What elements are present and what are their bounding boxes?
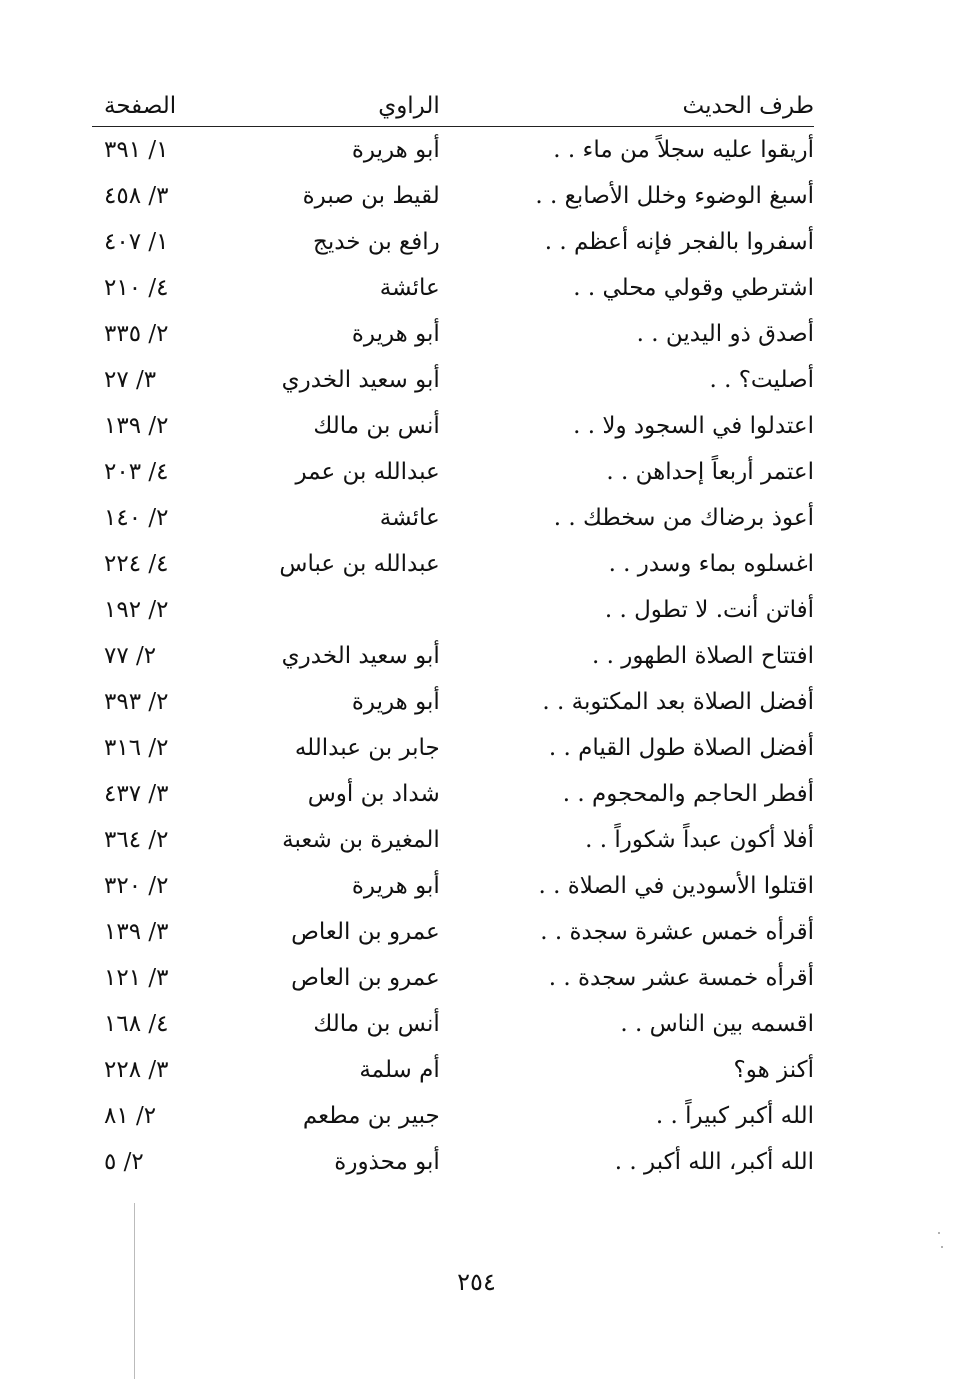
narrator-name: أبو محذورة xyxy=(334,1149,440,1175)
table-row xyxy=(92,863,814,909)
table-row xyxy=(92,1047,814,1093)
table-header-row xyxy=(92,86,814,127)
table-row xyxy=(92,173,814,219)
page-number: ٢٥٤ xyxy=(457,1268,496,1296)
table-row xyxy=(92,541,814,587)
table-row xyxy=(92,633,814,679)
page-reference: ٢/ ٧٧ xyxy=(104,643,157,669)
hadith-text: اغسلوه بماء وسدر . . xyxy=(608,551,814,577)
hadith-text: أسفروا بالفجر فإنه أعظم . . xyxy=(544,229,814,255)
page-reference: ٢/ ٣٦٤ xyxy=(104,827,169,853)
page-reference: ٤/ ٢١٠ xyxy=(104,275,169,301)
scan-speck xyxy=(938,1232,940,1234)
hadith-text: الله أكبر، الله أكبر . . xyxy=(614,1149,814,1175)
narrator-name: أبو سعيد الخدري xyxy=(281,643,440,669)
hadith-text: أسبغ الوضوء وخلل الأصابع . . xyxy=(535,183,814,209)
page-reference: ٣/ ٢٢٨ xyxy=(104,1057,169,1083)
page-reference: ٢/ ٣٩٣ xyxy=(104,689,169,715)
header-hadith: طرف الحديث xyxy=(440,86,814,127)
hadith-text: أفلا أكون عبداً شكوراً . . xyxy=(585,827,814,853)
narrator-name: أبو سعيد الخدري xyxy=(281,367,440,393)
table-row xyxy=(92,679,814,725)
header-rawi: الراوي xyxy=(212,86,440,127)
table-row xyxy=(92,725,814,771)
hadith-text: أقرأه خمس عشرة سجدة . . xyxy=(540,919,814,945)
hadith-text: أفضل الصلاة طول القيام . . xyxy=(548,735,814,761)
table-row xyxy=(92,909,814,955)
hadith-text: أقرأه خمسة عشر سجدة . . xyxy=(548,965,814,991)
page-reference: ٣/ ١٣٩ xyxy=(104,919,169,945)
hadith-text: اعتدلوا في السجود ولا . . xyxy=(573,413,814,439)
hadith-text: اقتلوا الأسودين في الصلاة . . xyxy=(538,873,814,899)
margin-rule xyxy=(134,1203,135,1379)
narrator-name: أبو هريرة xyxy=(351,873,440,899)
table-row xyxy=(92,265,814,311)
narrator-name: شداد بن أوس xyxy=(307,781,440,807)
page-reference: ١/ ٤٠٧ xyxy=(104,229,169,255)
hadith-text: اعتمر أربعاً إحداهن . . xyxy=(606,459,814,485)
table-row xyxy=(92,1093,814,1139)
hadith-text: أصدق ذو اليدين . . xyxy=(636,321,814,347)
table-row xyxy=(92,495,814,541)
narrator-name: عمرو بن العاص xyxy=(291,919,440,945)
table-row xyxy=(92,219,814,265)
hadith-text: اقسمه بين الناس . . xyxy=(620,1011,814,1037)
table-row xyxy=(92,403,814,449)
narrator-name: عمرو بن العاص xyxy=(291,965,440,991)
hadith-text: اشترطي وقولي محلي . . xyxy=(573,275,814,301)
page-reference: ٢/ ١٩٢ xyxy=(104,597,169,623)
page-reference: ٢/ ٣١٦ xyxy=(104,735,169,761)
hadith-text: أكنز هو؟ xyxy=(733,1057,814,1083)
narrator-name xyxy=(212,587,440,633)
page-reference: ١/ ٣٩١ xyxy=(104,137,169,163)
table-row xyxy=(92,771,814,817)
hadith-index-table xyxy=(92,86,814,1185)
table-row xyxy=(92,449,814,495)
hadith-text: افتتاح الصلاة الطهور . . xyxy=(592,643,814,669)
scan-speck xyxy=(941,1246,943,1248)
narrator-name: أنس بن مالك xyxy=(313,413,440,439)
hadith-text: الله أكبر كبيراً . . xyxy=(655,1103,814,1129)
page-reference: ٤/ ١٦٨ xyxy=(104,1011,169,1037)
narrator-name: أنس بن مالك xyxy=(313,1011,440,1037)
page-reference: ٣/ ٤٥٨ xyxy=(104,183,169,209)
hadith-text: أفطر الحاجم والمحجوم . . xyxy=(562,781,814,807)
narrator-name: عائشة xyxy=(379,505,440,531)
hadith-text: أفضل الصلاة بعد المكتوبة . . xyxy=(542,689,814,715)
page-reference: ٣/ ٤٣٧ xyxy=(104,781,169,807)
page-reference: ٣/ ٢٧ xyxy=(104,367,157,393)
page-reference: ٢/ ٣٣٥ xyxy=(104,321,169,347)
hadith-text: أفاتن أنت. لا تطول . . xyxy=(604,597,814,623)
hadith-text: أريقوا عليه سجلاً من ماء . . xyxy=(553,137,814,163)
table-row xyxy=(92,357,814,403)
page-reference: ٢/ ١٤٠ xyxy=(104,505,169,531)
narrator-name: جبير بن مطعم xyxy=(302,1103,440,1129)
table-row xyxy=(92,587,814,633)
page-reference: ٢/ ٥ xyxy=(104,1149,144,1175)
narrator-name: لقيط بن صبرة xyxy=(302,183,440,209)
table-row xyxy=(92,311,814,357)
hadith-text: أصليت؟ . . xyxy=(709,367,814,393)
table-row xyxy=(92,955,814,1001)
page-reference: ٢/ ٣٢٠ xyxy=(104,873,169,899)
narrator-name: أبو هريرة xyxy=(351,689,440,715)
page-reference: ٣/ ١٢١ xyxy=(104,965,169,991)
narrator-name: أبو هريرة xyxy=(351,137,440,163)
page-reference: ٤/ ٢٢٤ xyxy=(104,551,169,577)
page-reference: ٢/ ١٣٩ xyxy=(104,413,169,439)
narrator-name: عائشة xyxy=(379,275,440,301)
table-row xyxy=(92,127,814,174)
header-page: الصفحة xyxy=(92,86,212,127)
narrator-name: عبدالله بن عباس xyxy=(279,551,440,577)
narrator-name: المغيرة بن شعبة xyxy=(282,827,440,853)
narrator-name: أبو هريرة xyxy=(351,321,440,347)
narrator-name: جابر بن عبدالله xyxy=(294,735,440,761)
narrator-name: عبدالله بن عمر xyxy=(295,459,440,485)
table-row xyxy=(92,1001,814,1047)
page-reference: ٢/ ٨١ xyxy=(104,1103,157,1129)
narrator-name: أم سلمة xyxy=(359,1057,440,1083)
table-row xyxy=(92,817,814,863)
narrator-name: رافع بن خديج xyxy=(312,229,440,255)
hadith-text: أعوذ برضاك من سخطك . . xyxy=(553,505,814,531)
page-reference: ٤/ ٢٠٣ xyxy=(104,459,169,485)
table-body xyxy=(92,127,814,1186)
table-row xyxy=(92,1139,814,1185)
